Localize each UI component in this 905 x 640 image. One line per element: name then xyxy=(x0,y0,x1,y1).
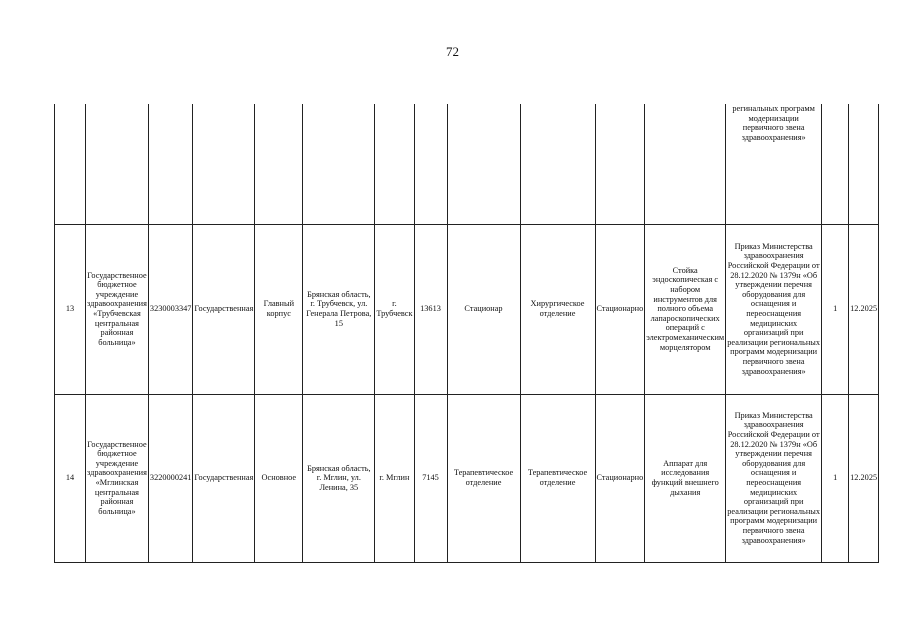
cell-code: 3230003347 xyxy=(148,224,192,394)
table-row xyxy=(55,224,879,394)
cell-department: Хирургическое отделение xyxy=(520,224,595,394)
cell-document: Приказ Министерства здравоохранения Российской Федерации от 28.12.2020 № 1379н «Об утверждении перечня оборудования для оснащения и переоснащения медицинских организаций при реализации региональных программ модернизации первичного звена здравоохранения» xyxy=(726,394,822,562)
cell-code: 3220000241 xyxy=(148,394,192,562)
cell-building: Главный корпус xyxy=(255,224,303,394)
cell-num: 14 xyxy=(55,394,86,562)
cell-ownership: Государственная xyxy=(193,224,255,394)
cell-address: Брянская область, г. Трубчевск, ул. Генерала Петрова, 15 xyxy=(303,224,375,394)
cell-empty xyxy=(645,104,726,224)
cell-mode: Стационарно xyxy=(595,224,645,394)
cell-empty xyxy=(822,104,849,224)
cell-empty xyxy=(148,104,192,224)
cell-city: г. Трубчевск xyxy=(375,224,414,394)
cell-empty xyxy=(849,104,879,224)
cell-unit-type: Терапевтическое отделение xyxy=(447,394,520,562)
cell-empty xyxy=(55,104,86,224)
cell-equipment: Стойка эндоскопическая с набором инструментов для полного объема лапароскопических операций с электромеханическим морцелятором xyxy=(645,224,726,394)
cell-document: Приказ Министерства здравоохранения Российской Федерации от 28.12.2020 № 1379н «Об утверждении перечня оборудования для оснащения и переоснащения медицинских организаций при реализации региональных программ модернизации первичного звена здравоохранения» xyxy=(726,224,822,394)
cell-empty xyxy=(520,104,595,224)
cell-empty xyxy=(255,104,303,224)
cell-address: Брянская область, г. Мглин, ул. Ленина, 35 xyxy=(303,394,375,562)
cell-date: 12.2025 xyxy=(849,394,879,562)
cell-empty xyxy=(447,104,520,224)
cell-document-continuation: регинальных программ модернизации первичного звена здравоохранения» xyxy=(726,104,822,224)
cell-empty xyxy=(86,104,149,224)
cell-code2: 13613 xyxy=(414,224,447,394)
table-row-continuation xyxy=(55,104,879,224)
cell-mode: Стационарно xyxy=(595,394,645,562)
cell-unit-type: Стационар xyxy=(447,224,520,394)
cell-quantity: 1 xyxy=(822,394,849,562)
cell-city: г. Мглин xyxy=(375,394,414,562)
cell-institution: Государственное бюджетное учреждение здравоохранения «Мглинская центральная районная больница» xyxy=(86,394,149,562)
cell-empty xyxy=(193,104,255,224)
cell-empty xyxy=(595,104,645,224)
cell-date: 12.2025 xyxy=(849,224,879,394)
cell-empty xyxy=(414,104,447,224)
cell-quantity: 1 xyxy=(822,224,849,394)
table-row xyxy=(55,394,879,562)
page-number: 72 xyxy=(446,44,459,59)
cell-empty xyxy=(303,104,375,224)
equipment-table xyxy=(54,104,879,563)
cell-department: Терапевтическое отделение xyxy=(520,394,595,562)
cell-num: 13 xyxy=(55,224,86,394)
cell-equipment: Аппарат для исследования функций внешнего дыхания xyxy=(645,394,726,562)
cell-institution: Государственное бюджетное учреждение здравоохранения «Трубчевская центральная районная больница» xyxy=(86,224,149,394)
cell-code2: 7145 xyxy=(414,394,447,562)
cell-ownership: Государственная xyxy=(193,394,255,562)
cell-empty xyxy=(375,104,414,224)
cell-building: Основное xyxy=(255,394,303,562)
